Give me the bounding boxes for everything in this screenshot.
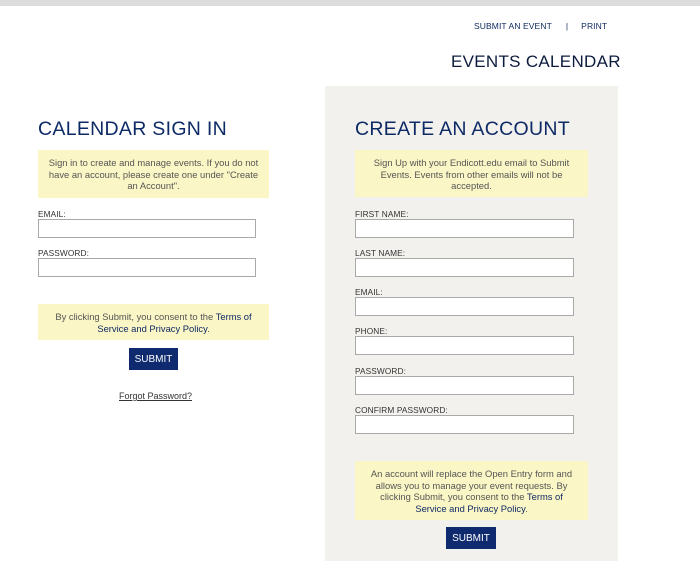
header-separator: | xyxy=(565,21,569,31)
signin-password-input[interactable] xyxy=(38,258,256,277)
confirm-password-input[interactable] xyxy=(355,415,574,434)
signin-email-input[interactable] xyxy=(38,219,256,238)
create-submit-button[interactable]: SUBMIT xyxy=(446,527,496,549)
create-email-input[interactable] xyxy=(355,297,574,316)
first-name-input[interactable] xyxy=(355,219,574,238)
phone-input[interactable] xyxy=(355,336,574,355)
signin-consent-end: . xyxy=(207,322,210,334)
last-name-input[interactable] xyxy=(355,258,574,277)
create-terms-link[interactable]: Terms of Service and Privacy Policy xyxy=(415,491,563,514)
submit-event-link[interactable]: SUBMIT AN EVENT xyxy=(474,21,552,31)
create-intro-note: Sign Up with your Endicott.edu email to Submit Events. Events from other emails will not be accepted. xyxy=(355,150,588,197)
signin-password-label: PASSWORD: xyxy=(38,248,89,258)
create-password-label: PASSWORD: xyxy=(355,366,406,376)
first-name-label: FIRST NAME: xyxy=(355,209,409,219)
signin-submit-button[interactable]: SUBMIT xyxy=(129,348,178,370)
signin-intro-note: Sign in to create and manage events. If you do not have an account, please create one under "Create an Account". xyxy=(38,150,269,198)
print-link[interactable]: PRINT xyxy=(581,21,608,31)
header-links xyxy=(474,21,607,31)
create-email-label: EMAIL: xyxy=(355,287,383,297)
last-name-label: LAST NAME: xyxy=(355,248,406,258)
create-consent-text: An account will replace the Open Entry form and allows you to manage your event requests. By clicking Submit, you consent to the xyxy=(370,468,573,502)
signin-terms-link[interactable]: Terms of Service and Privacy Policy xyxy=(97,311,252,334)
create-account-title: CREATE AN ACCOUNT xyxy=(355,118,570,140)
phone-label: PHONE: xyxy=(355,326,388,336)
forgot-password-link[interactable]: Forgot Password? xyxy=(119,391,193,401)
create-password-input[interactable] xyxy=(355,376,574,395)
page-title: EVENTS CALENDAR xyxy=(451,52,621,71)
create-consent-end: . xyxy=(525,502,528,514)
create-consent-note xyxy=(355,461,588,520)
signin-email-label: EMAIL: xyxy=(38,209,66,219)
top-border xyxy=(0,0,700,6)
signin-title: CALENDAR SIGN IN xyxy=(38,118,228,140)
confirm-password-label: CONFIRM PASSWORD: xyxy=(355,405,448,415)
signin-consent-text: By clicking Submit, you consent to the xyxy=(55,311,214,322)
signin-consent-note xyxy=(38,304,269,340)
